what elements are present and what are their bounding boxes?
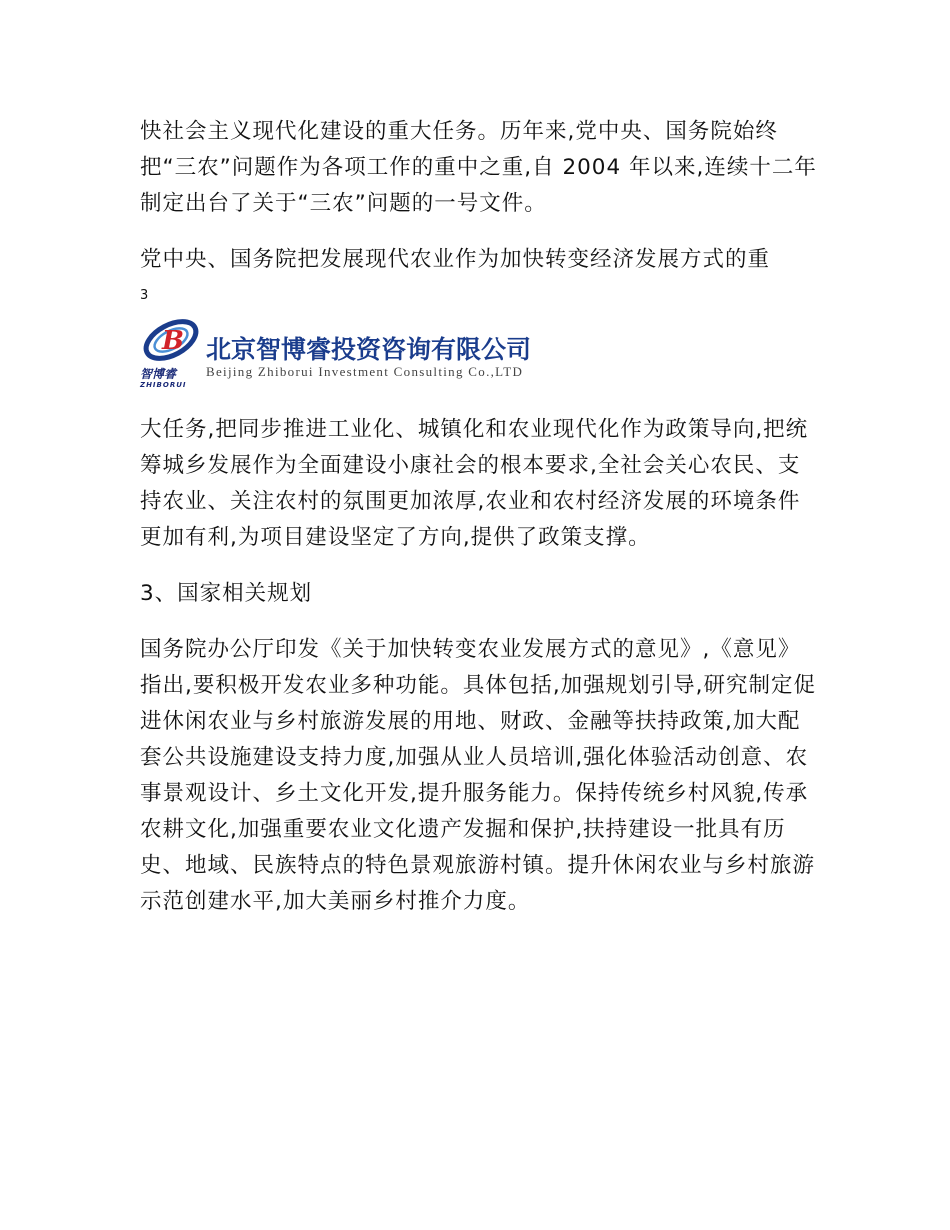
paragraph-1: 快社会主义现代化建设的重大任务。历年来,党中央、国务院始终把“三农”问题作为各项工作的重中之重,自 2004 年以来,连续十二年制定出台了关于“三农”问题的一号文件。 [140,119,817,216]
svg-text:B: B [162,326,184,356]
section-heading: 3、国家相关规划 [140,581,313,606]
logo-emblem-icon [140,316,206,370]
paragraph-3: 大任务,把同步推进工业化、城镇化和农业现代化作为政策导向,把统筹城乡发展作为全面建设小康社会的根本要求,全社会关心农民、支持农业、关注农村的氛围更加浓厚,农业和农村经济发展的环境条件更加有利,为项目建设坚定了方向,提供了政策支撑。 [140,417,809,550]
page-number: 3 [140,288,149,303]
paragraph-2: 党中央、国务院把发展现代农业作为加快转变经济发展方式的重 [140,247,771,272]
company-name-en: Beijing Zhiborui Investment Consulting Co.,LTD [206,364,524,379]
logo-text [206,316,531,379]
document-page [140,114,820,940]
paragraph-4: 国务院办公厅印发《关于加快转变农业发展方式的意见》,《意见》指出,要积极开发农业多种功能。具体包括,加强规划引导,研究制定促进休闲农业与乡村旅游发展的用地、财政、金融等扶持政策,加大配套公共设施建设支持力度,加强从业人员培训,强化体验活动创意、农事景观设计、乡土文化开发,提升服务能力。保持传统乡村风貌,传承农耕文化,加强重要农业文化遗产发掘和保护,扶持建设一批具有历史、地域、民族特点的特色景观旅游村镇。提升休闲农业与乡村旅游示范创建水平,加大美丽乡村推介力度。 [140,637,817,914]
company-name-cn: 北京智博睿投资咨询有限公司 [206,335,532,364]
company-logo [140,316,820,390]
logo-mark [140,316,206,390]
logo-abbr: 智博睿 [140,367,177,381]
logo-pinyin: ZHIBORUI [140,381,187,389]
